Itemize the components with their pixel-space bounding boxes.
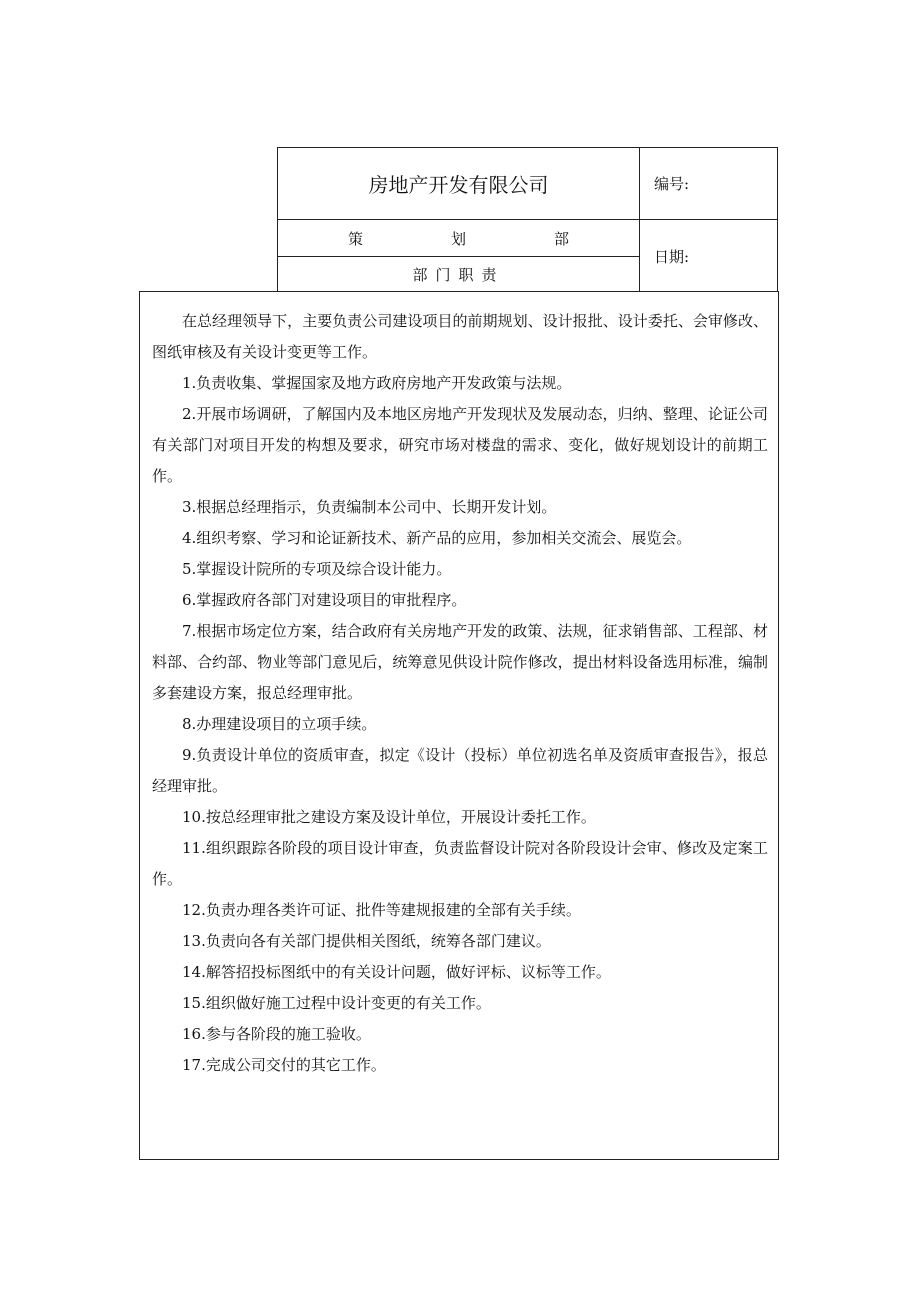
department-char: 策: [347, 229, 363, 248]
duty-item: 6.掌握政府各部门对建设项目的审批程序。: [182, 591, 467, 609]
department-char: 划: [450, 229, 466, 248]
duty-item: 5.掌握设计院所的专项及综合设计能力。: [182, 560, 452, 578]
duty-item: 3.根据总经理指示，负责编制本公司中、长期开发计划。: [182, 498, 557, 516]
duty-item: 15.组织做好施工过程中设计变更的有关工作。: [182, 994, 491, 1012]
duty-title: 部门职责: [278, 257, 640, 292]
duties-content: [139, 291, 779, 1160]
duty-item: 1.负责收集、掌握国家及地方政府房地产开发政策与法规。: [182, 374, 572, 392]
duty-item: 12.负责办理各类许可证、批件等建规报建的全部有关手续。: [182, 901, 581, 919]
date-label: 日期:: [654, 247, 690, 266]
department-name: [278, 220, 640, 257]
duty-item: 10.按总经理审批之建设方案及设计单位，开展设计委托工作。: [182, 808, 596, 826]
duty-item: 14.解答招投标图纸中的有关设计问题，做好评标、议标等工作。: [182, 963, 611, 981]
duty-item: 2.开展市场调研，了解国内及本地区房地产开发现状及发展动态，归纳、整理、论证公司有关部门对项目开发的构想及要求，研究市场对楼盘的需求、变化，做好规划设计的前期工作。: [152, 405, 768, 485]
department-char: 部: [554, 229, 570, 248]
intro-paragraph: 在总经理领导下，主要负责公司建设项目的前期规划、设计报批、设计委托、会审修改、图纸审核及有关设计变更等工作。: [152, 312, 768, 361]
duty-item: 11.组织跟踪各阶段的项目设计审查，负责监督设计院对各阶段设计会审、修改及定案工作。: [152, 839, 768, 888]
duty-item: 8.办理建设项目的立项手续。: [182, 715, 377, 733]
number-label: 编号:: [640, 148, 778, 220]
header-table: [277, 147, 778, 292]
duty-item: 7.根据市场定位方案，结合政府有关房地产开发的政策、法规，征求销售部、工程部、材料部、合约部、物业等部门意见后，统筹意见供设计院作修改，提出材料设备选用标准，编制多套建设方案，报总经理审批。: [152, 622, 768, 702]
duty-item: 9.负责设计单位的资质审查，拟定《设计（投标）单位初选名单及资质审查报告》，报总经理审批。: [152, 746, 768, 795]
duty-item: 17.完成公司交付的其它工作。: [182, 1056, 386, 1074]
company-name: 房地产开发有限公司: [278, 148, 640, 220]
duty-item: 4.组织考察、学习和论证新技术、新产品的应用，参加相关交流会、展览会。: [182, 529, 692, 547]
duty-item: 16.参与各阶段的施工验收。: [182, 1025, 371, 1043]
duty-item: 13.负责向各有关部门提供相关图纸，统筹各部门建议。: [182, 932, 551, 950]
